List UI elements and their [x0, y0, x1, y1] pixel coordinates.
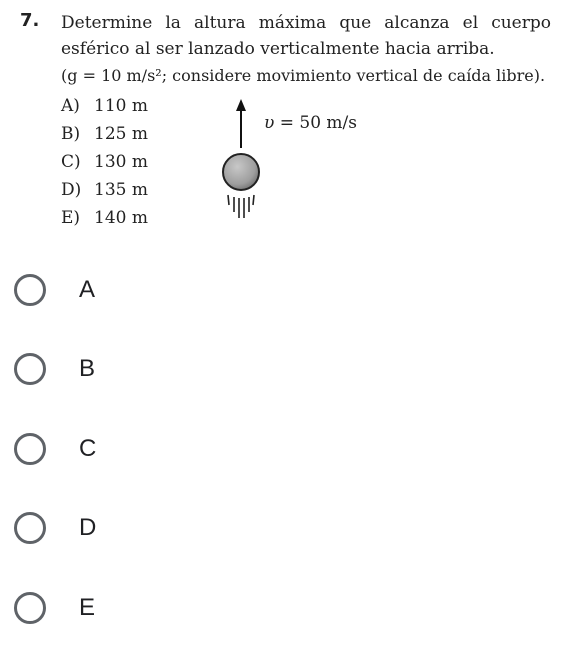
velocity-label — [264, 113, 357, 133]
motion-lines-icon — [228, 195, 254, 218]
printed-option-d — [61, 176, 201, 204]
printed-option-c — [61, 148, 201, 176]
answer-option-d[interactable] — [0, 491, 562, 571]
printed-options-list — [61, 92, 201, 232]
velocity-arrow-head-icon — [236, 99, 246, 111]
answer-option-c[interactable] — [0, 412, 562, 492]
printed-option-value: 110 m — [94, 96, 148, 116]
printed-option-letter: D) — [61, 180, 82, 200]
printed-option-b — [61, 120, 201, 148]
answer-label: E — [79, 594, 96, 621]
question-text: Determine la altura máxima que alcanza el cuerpo esférico al ser lanzado verticalmente hacia arriba. — [61, 13, 551, 59]
printed-option-a — [61, 92, 201, 120]
radio-button-icon[interactable] — [14, 592, 46, 624]
answer-label: C — [79, 435, 97, 462]
radio-button-icon[interactable] — [14, 512, 46, 544]
printed-option-letter: C) — [61, 152, 81, 172]
answer-label: B — [79, 355, 96, 382]
radio-button-icon[interactable] — [14, 353, 46, 385]
question-note: (g = 10 m/s²; considere movimiento vertical de caída libre). — [61, 66, 546, 85]
printed-option-value: 135 m — [94, 180, 148, 200]
answer-option-b[interactable] — [0, 332, 562, 412]
printed-option-letter: A) — [61, 96, 80, 116]
printed-option-letter: B) — [61, 124, 81, 144]
velocity-value: = 50 m/s — [274, 113, 358, 133]
answer-label: D — [79, 514, 97, 541]
printed-option-value: 125 m — [94, 124, 148, 144]
ball-icon — [223, 154, 259, 190]
velocity-symbol: υ — [264, 113, 275, 133]
printed-option-value: 140 m — [94, 208, 148, 228]
printed-option-letter: E) — [61, 208, 81, 228]
radio-button-icon[interactable] — [14, 274, 46, 306]
question-number: 7. — [20, 10, 40, 31]
radio-button-icon[interactable] — [14, 433, 46, 465]
answer-option-a[interactable] — [0, 253, 562, 333]
answer-label: A — [79, 276, 96, 303]
answer-option-e[interactable] — [0, 571, 562, 651]
printed-option-e — [61, 204, 201, 232]
printed-option-value: 130 m — [94, 152, 148, 172]
question-block — [0, 0, 562, 240]
